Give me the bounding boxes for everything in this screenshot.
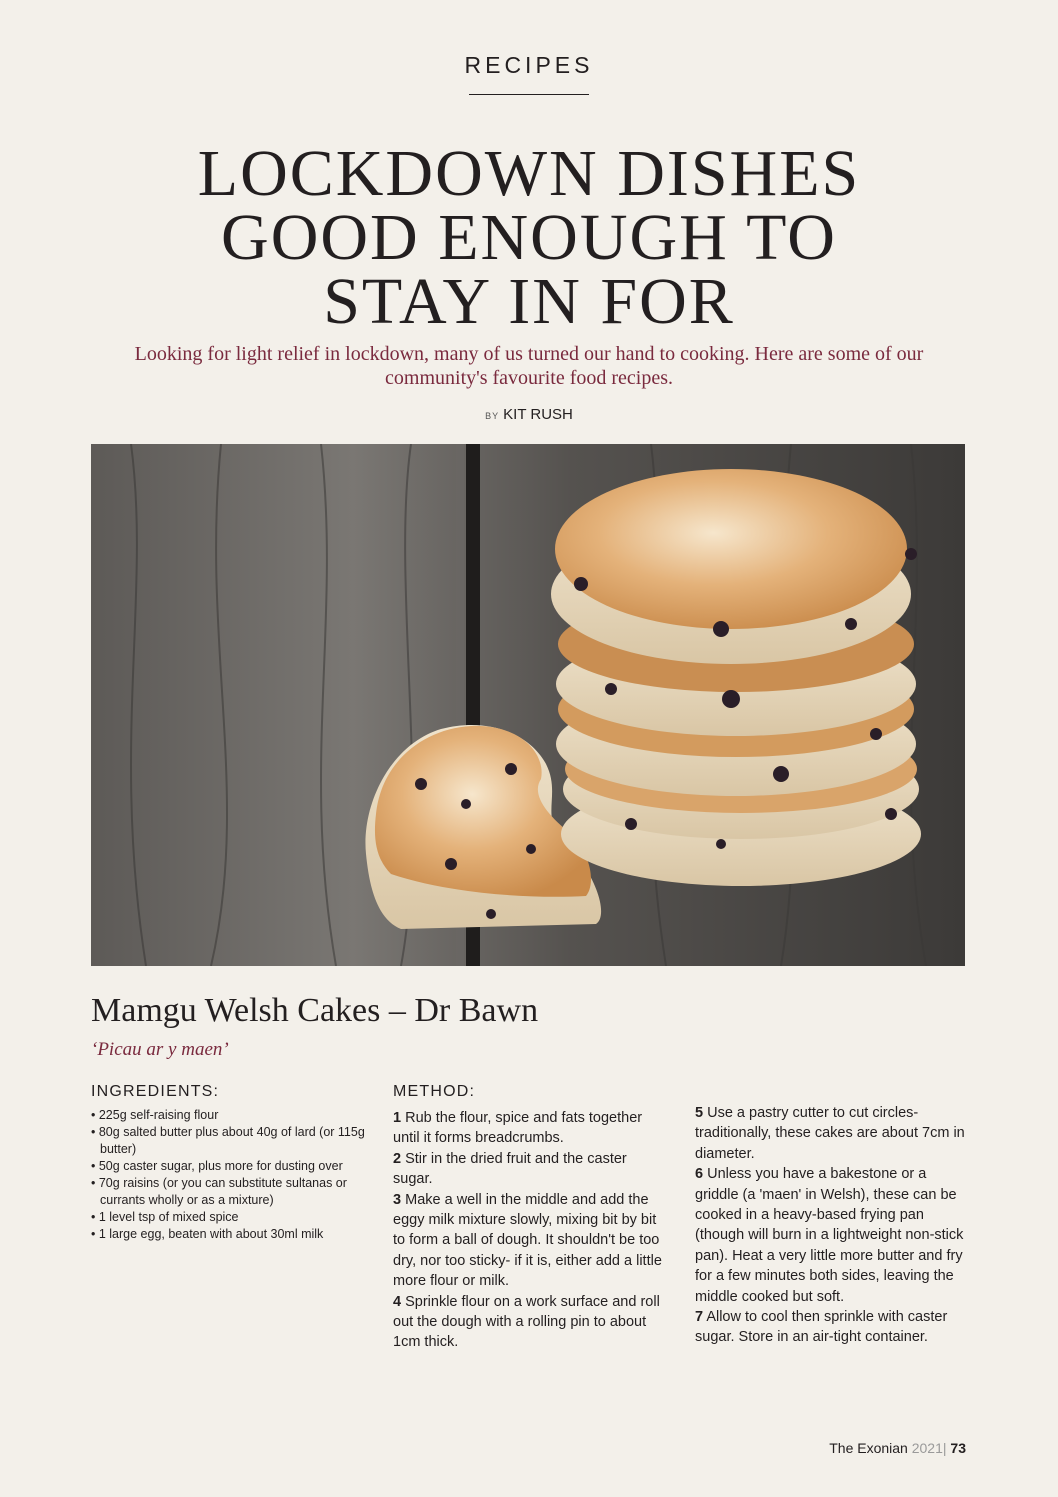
method-step bbox=[695, 1307, 970, 1348]
standfirst: Looking for light relief in lockdown, many of us turned our hand to cooking. Here are some of our community's favourite food recipes. bbox=[134, 343, 924, 389]
step-number: 7 bbox=[695, 1309, 704, 1326]
byline-prefix: BY bbox=[485, 411, 500, 421]
headline-line: GOOD ENOUGH TO bbox=[221, 201, 837, 274]
step-text: Use a pastry cutter to cut circles- traditionally, these cakes are about 7cm in diameter. bbox=[695, 1105, 965, 1162]
headline-line: LOCKDOWN DISHES bbox=[197, 137, 861, 210]
step-text: Allow to cool then sprinkle with caster sugar. Store in an air-tight container. bbox=[695, 1309, 948, 1346]
headline-line: STAY IN FOR bbox=[323, 265, 735, 338]
ingredient-item: • 225g self-raising flour bbox=[91, 1107, 369, 1124]
step-text: Unless you have a bakestone or a griddle (a 'maen' in Welsh), these can be cooked in a heavy-based frying pan (though will burn in a lightweight non-stick pan). Heat a very little more butter and fry for a few minutes both sides, leaving the middle cooked but soft. bbox=[695, 1166, 964, 1305]
step-number: 6 bbox=[695, 1166, 704, 1183]
ingredient-item: • 80g salted butter plus about 40g of lard (or 115g butter) bbox=[91, 1124, 369, 1158]
section-rule bbox=[469, 94, 589, 95]
method-heading: METHOD: bbox=[393, 1083, 476, 1100]
recipe-title: Mamgu Welsh Cakes – Dr Bawn bbox=[91, 992, 539, 1029]
step-number: 5 bbox=[695, 1105, 704, 1121]
recipe-subtitle: ‘Picau ar y maen’ bbox=[91, 1039, 229, 1060]
welsh-cakes-photo bbox=[91, 444, 965, 966]
method-step bbox=[393, 1108, 668, 1149]
step-number: 4 bbox=[393, 1293, 402, 1310]
ingredients-heading: INGREDIENTS: bbox=[91, 1083, 220, 1100]
method-column bbox=[695, 1103, 970, 1348]
method-step bbox=[393, 1149, 668, 1190]
method-step bbox=[695, 1164, 970, 1307]
publication-year: 2021 bbox=[911, 1440, 943, 1456]
method-column bbox=[393, 1108, 668, 1353]
page-number: 73 bbox=[950, 1440, 966, 1456]
byline bbox=[0, 406, 1058, 423]
footer-separator: | bbox=[942, 1440, 947, 1456]
step-number: 3 bbox=[393, 1191, 402, 1208]
headline bbox=[60, 137, 998, 338]
method-step bbox=[393, 1292, 668, 1353]
section-label: RECIPES bbox=[464, 52, 594, 78]
method-step bbox=[695, 1103, 970, 1164]
byline-author: KIT RUSH bbox=[503, 406, 573, 423]
ingredient-item: • 50g caster sugar, plus more for dusting over bbox=[91, 1158, 369, 1175]
step-text: Rub the flour, spice and fats together until it forms breadcrumbs. bbox=[393, 1110, 643, 1147]
step-number: 2 bbox=[393, 1150, 402, 1167]
ingredient-item: • 70g raisins (or you can substitute sultanas or currants wholly or as a mixture) bbox=[91, 1175, 369, 1209]
page-footer bbox=[829, 1440, 966, 1456]
step-text: Stir in the dried fruit and the caster sugar. bbox=[393, 1150, 627, 1188]
method-step bbox=[393, 1190, 668, 1292]
ingredients-list bbox=[91, 1107, 369, 1243]
publication-name: The Exonian bbox=[829, 1440, 908, 1456]
step-text: Make a well in the middle and add the eggy milk mixture slowly, mixing bit by bit to form a ball of dough. It shouldn't be too dry, nor too sticky- if it is, either add a little more flour or milk. bbox=[393, 1191, 662, 1290]
ingredient-item: • 1 large egg, beaten with about 30ml milk bbox=[91, 1226, 369, 1243]
step-text: Sprinkle flour on a work surface and roll out the dough with a rolling pin to about 1cm thick. bbox=[393, 1293, 660, 1351]
ingredient-item: • 1 level tsp of mixed spice bbox=[91, 1209, 369, 1226]
step-number: 1 bbox=[393, 1110, 402, 1126]
